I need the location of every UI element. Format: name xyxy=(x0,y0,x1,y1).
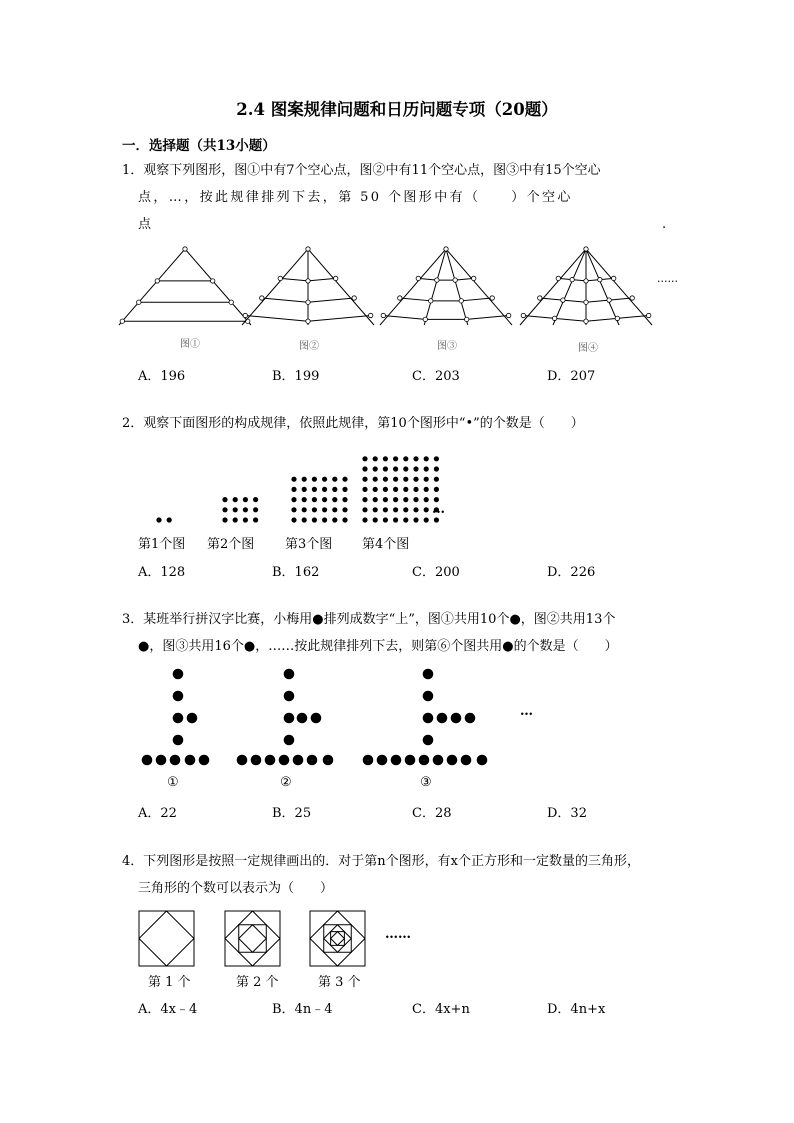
q3-option-c[interactable]: C．28 xyxy=(412,806,452,821)
q4-fig3-diamond xyxy=(310,911,365,966)
q4-fig3-diamond xyxy=(324,925,352,953)
q2-option-c[interactable]: C．200 xyxy=(412,565,460,580)
q3-label-1: ① xyxy=(167,775,179,790)
q1-ellipsis: ...... xyxy=(657,272,678,285)
q4-fig2-outer-square xyxy=(225,911,280,966)
q1-line3: 点 xyxy=(138,217,152,232)
q4-line2: 三角形的个数可以表示为（ ） xyxy=(138,881,334,896)
q1-caption-4: 图④ xyxy=(578,343,598,354)
q1-option-a[interactable]: A．196 xyxy=(138,369,186,384)
q4-fig1-outer-square xyxy=(139,911,194,966)
q2-option-b[interactable]: B．162 xyxy=(272,565,320,580)
q3-option-d[interactable]: D．32 xyxy=(547,806,587,821)
q1-period: . xyxy=(662,217,667,232)
q2-option-a[interactable]: A．128 xyxy=(138,565,186,580)
q3-line2: ●，图③共用16个●，……按此规律排列下去，则第⑥个图共用●的个数是（ ） xyxy=(138,639,618,654)
q2-caption-3: 第3个图 xyxy=(285,537,333,552)
q3-option-b[interactable]: B．25 xyxy=(272,806,312,821)
q4-fig2-diamond xyxy=(239,925,267,953)
q3-ellipsis: … xyxy=(520,704,533,719)
q1-caption-1: 图① xyxy=(180,339,200,350)
q1-option-b[interactable]: B．199 xyxy=(272,369,320,384)
q4-fig3-outer-square xyxy=(310,911,365,966)
q4-option-b[interactable]: B．4n﹣4 xyxy=(272,1002,333,1017)
q1-line1: 1．观察下列图形，图①中有7个空心点，图②中有11个空心点，图③中有15个空心 xyxy=(122,163,601,178)
q2-caption-2: 第2个图 xyxy=(207,537,255,552)
q4-caption-1: 第 1 个 xyxy=(148,975,191,990)
q3-line1: 3．某班举行拼汉字比赛，小梅用●排列成数字“上”，图①共用10个●，图②共用13个 xyxy=(122,612,616,627)
q3-label-2: ② xyxy=(280,775,292,790)
q3-label-3: ③ xyxy=(420,775,432,790)
page-title: 2.4 图案规律问题和日历问题专项（20题） xyxy=(236,100,558,119)
q4-fig3-inner-square xyxy=(331,932,345,946)
q4-line1: 4．下列图形是按照一定规律画出的．对于第n个图形，有x个正方形和一定数量的三角形， xyxy=(122,854,640,869)
q4-caption-3: 第 3 个 xyxy=(318,975,361,990)
q4-option-a[interactable]: A．4x﹣4 xyxy=(138,1002,198,1017)
q4-fig1-diamond xyxy=(139,911,194,966)
section-heading: 一．选择题（共13小题） xyxy=(122,138,276,154)
q3-option-a[interactable]: A．22 xyxy=(138,806,177,821)
q4-fig2-diamond xyxy=(225,911,280,966)
q2-caption-4: 第4个图 xyxy=(362,537,410,552)
q2-text: 2．观察下面图形的构成规律，依照此规律，第10个图形中“•”的个数是（ ） xyxy=(122,416,584,431)
q1-caption-2: 图② xyxy=(299,341,319,352)
q2-caption-1: 第1个图 xyxy=(138,537,186,552)
q1-line2: 点，…，按此规律排列下去，第 50 个图形中有（ ）个空心 xyxy=(138,190,573,205)
q4-ellipsis: …… xyxy=(385,927,411,942)
q2-ellipsis: … xyxy=(432,502,445,517)
q4-caption-2: 第 2 个 xyxy=(236,975,279,990)
q2-option-d[interactable]: D．226 xyxy=(547,565,596,580)
q4-option-c[interactable]: C．4x+n xyxy=(412,1002,470,1017)
q4-fig3-diamond xyxy=(331,932,345,946)
q4-option-d[interactable]: D．4n+x xyxy=(547,1002,606,1017)
q1-option-c[interactable]: C．203 xyxy=(412,369,460,384)
q1-caption-3: 图③ xyxy=(437,341,457,352)
q4-fig3-inner-square xyxy=(324,925,352,953)
q4-fig2-inner-square xyxy=(239,925,267,953)
q1-option-d[interactable]: D．207 xyxy=(547,369,596,384)
